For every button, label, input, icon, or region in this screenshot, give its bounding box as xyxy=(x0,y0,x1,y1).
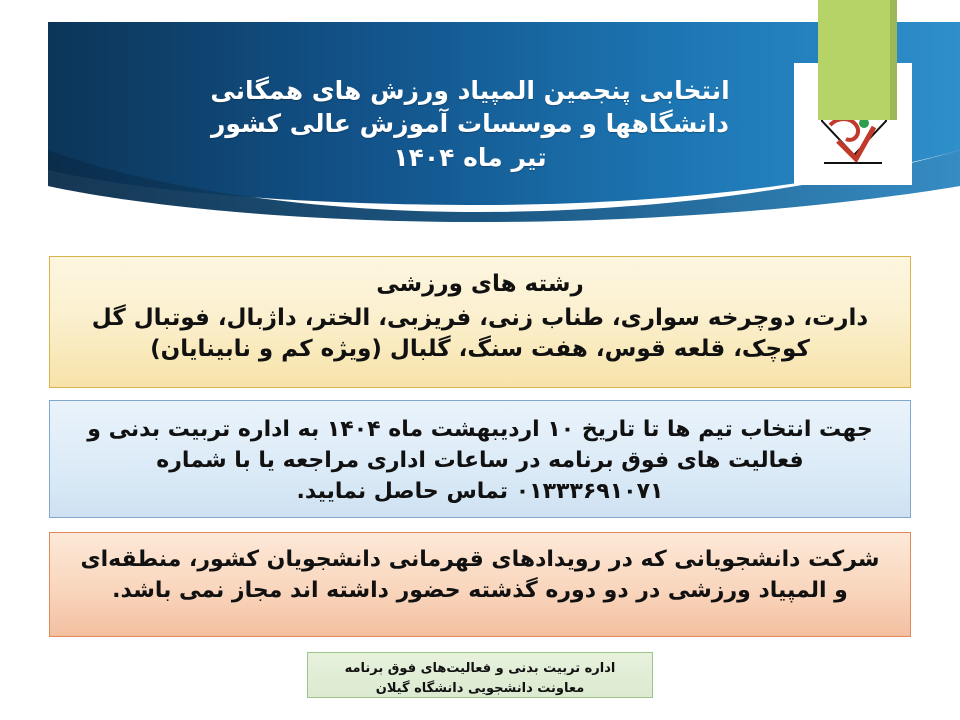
header-content xyxy=(48,54,912,194)
deadline-line-2: فعالیت های فوق برنامه در ساعات اداری مراجعه یا با شماره xyxy=(156,448,804,474)
participation-restriction-box xyxy=(49,532,911,637)
restriction-line-1: شرکت دانشجویانی که در رویدادهای قهرمانی دانشجویان کشور، منطقه‌ای xyxy=(80,547,880,572)
sports-disciplines-heading: رشته های ورزشی xyxy=(376,271,584,297)
footer-line-2: معاونت دانشجویی دانشگاه گیلان xyxy=(375,680,585,696)
sports-disciplines-line-2: کوچک، قلعه قوس، هفت سنگ، گلبال (ویژه کم و نابینایان) xyxy=(150,336,810,363)
sports-disciplines-line-1: دارت، دوچرخه سواری، طناب زنی، فریزبی، الختر، داژبال، فوتبال گل xyxy=(91,304,869,331)
page-title xyxy=(48,74,794,174)
restriction-line-2: و المپیاد ورزشی در دو دوره گذشته حضور داشته اند مجاز نمی باشد. xyxy=(112,578,848,604)
page-title-line-3: تیر ماه ۱۴۰۴ xyxy=(393,142,547,172)
page-title-line-2: دانشگاهها و موسسات آموزش عالی کشور xyxy=(211,109,729,139)
header-banner xyxy=(0,0,960,222)
deadline-line-1: جهت انتخاب تیم ها تا تاریخ ۱۰ اردیبهشت ماه ۱۴۰۴ به اداره تربیت بدنی و xyxy=(87,417,873,442)
footer-organization-box xyxy=(307,652,653,698)
corner-accent-green xyxy=(818,0,890,120)
footer-line-1: اداره تربیت بدنی و فعالیت‌های فوق برنامه xyxy=(344,661,616,676)
sports-disciplines-box xyxy=(49,256,911,388)
deadline-line-3: ۰۱۳۳۳۶۹۱۰۷۱ تماس حاصل نمایید. xyxy=(296,479,664,505)
page-title-line-1: انتخابی پنجمین المپیاد ورزش های همگانی xyxy=(210,76,730,106)
deadline-contact-box xyxy=(49,400,911,518)
corner-accent-green-shadow xyxy=(890,0,897,120)
